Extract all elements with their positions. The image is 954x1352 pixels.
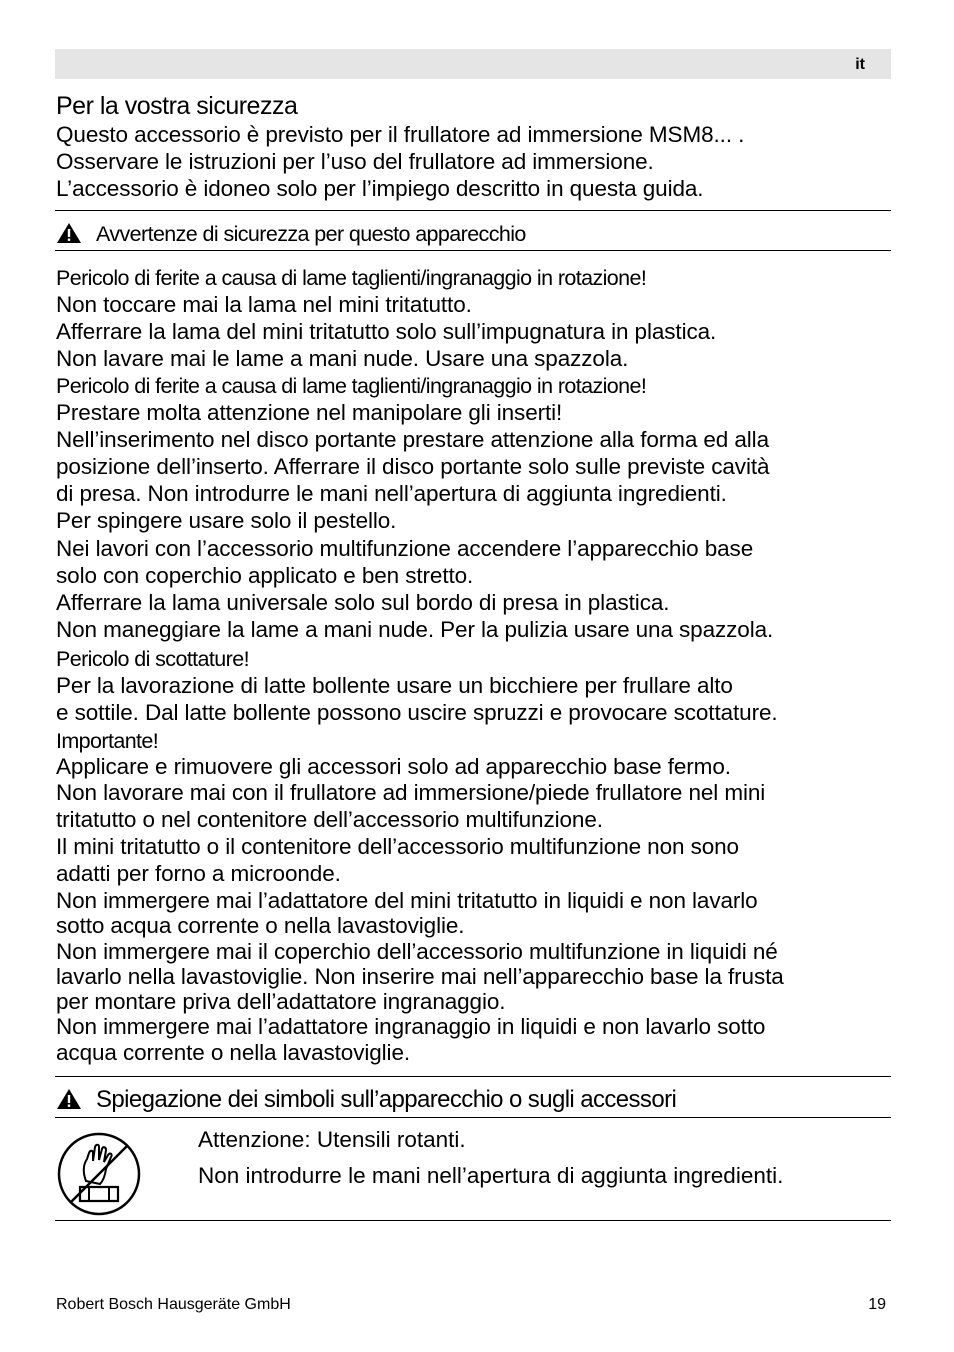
warning-line: Nell’inserimento nel disco portante prestare attenzione alla forma ed alla [56,427,769,452]
divider [55,1076,891,1077]
warning-line: Non lavorare mai con il frullatore ad immersione/piede frullatore nel mini [56,780,766,805]
warning-line: Nei lavori con l’accessorio multifunzione accendere l’apparecchio base [56,536,754,561]
divider [55,1117,891,1118]
warning-line: Non immergere mai il coperchio dell’accessorio multifunzione in liquidi né [56,939,778,964]
symbol-description: Non introdurre le mani nell’apertura di aggiunta ingredienti. [198,1163,784,1188]
symbol-caption: Attenzione: Utensili rotanti. [198,1127,466,1152]
warning-triangle-icon [56,1088,82,1110]
warning-line: di presa. Non introdurre le mani nell’apertura di aggiunta ingredienti. [56,481,727,506]
language-code: it [855,56,865,73]
intro-line: L’accessorio è idoneo solo per l’impiego descritto in questa guida. [56,176,704,201]
warning-line: adatti per forno a microonde. [56,861,341,886]
warning-line: Afferrare la lama universale solo sul bordo di presa in plastica. [56,590,670,615]
warning-line: solo con coperchio applicato e ben stretto. [56,563,474,588]
symbols-heading [56,1086,676,1114]
warning-line: Non maneggiare la lame a mani nude. Per la pulizia usare una spazzola. [56,617,774,642]
section-title: Per la vostra sicurezza [56,92,298,120]
no-hands-rotating-tools-icon [56,1131,142,1217]
warnings-heading [56,222,526,247]
warning-line: posizione dell’inserto. Afferrare il disco portante solo sulle previste cavità [56,454,770,479]
warning-line: Non immergere mai l’adattatore ingranaggio in liquidi e non lavarlo sotto [56,1014,766,1039]
warning-triangle-icon [56,222,82,244]
warning-line: per montare priva dell’adattatore ingranaggio. [56,989,506,1014]
warning-line: tritatutto o nel contenitore dell’accessorio multifunzione. [56,807,603,832]
warnings-heading-text: Avvertenze di sicurezza per questo apparecchio [96,222,526,246]
divider [55,1220,891,1221]
symbols-heading-text: Spiegazione dei simboli sull’apparecchio o sugli accessori [96,1086,677,1113]
page-number: 19 [868,1296,886,1313]
warning-line: Per spingere usare solo il pestello. [56,508,397,533]
warning-line: Non lavare mai le lame a mani nude. Usare una spazzola. [56,346,629,371]
warning-line: Prestare molta attenzione nel manipolare gli inserti! [56,400,563,425]
warning-title: Pericolo di scottature! [56,647,249,671]
warning-line: Applicare e rimuovere gli accessori solo ad apparecchio base fermo. [56,754,731,779]
warning-title: Pericolo di ferite a causa di lame taglienti/ingranaggio in rotazione! [56,374,647,398]
warning-line: Il mini tritatutto o il contenitore dell’accessorio multifunzione non sono [56,834,739,859]
warning-line: Non immergere mai l’adattatore del mini tritatutto in liquidi e non lavarlo [56,888,758,913]
warning-line: Afferrare la lama del mini tritatutto solo sull’impugnatura in plastica. [56,319,717,344]
warning-line: sotto acqua corrente o nella lavastoviglie. [56,913,465,938]
warning-line: Per la lavorazione di latte bollente usare un bicchiere per frullare alto [56,673,733,698]
intro-line: Osservare le istruzioni per l’uso del frullatore ad immersione. [56,149,654,174]
divider [55,250,891,251]
intro-line: Questo accessorio è previsto per il frullatore ad immersione MSM8... . [56,122,745,147]
warning-line: e sottile. Dal latte bollente possono uscire spruzzi e provocare scottature. [56,700,778,725]
footer-company: Robert Bosch Hausgeräte GmbH [56,1296,291,1313]
warning-line: acqua corrente o nella lavastoviglie. [56,1040,411,1065]
warning-line: Non toccare mai la lama nel mini tritatutto. [56,292,472,317]
language-bar [55,49,891,79]
warning-line: lavarlo nella lavastoviglie. Non inserire mai nell’apparecchio base la frusta [56,964,784,989]
warning-title: Importante! [56,729,159,753]
warning-title: Pericolo di ferite a causa di lame taglienti/ingranaggio in rotazione! [56,266,647,290]
divider [55,210,891,211]
